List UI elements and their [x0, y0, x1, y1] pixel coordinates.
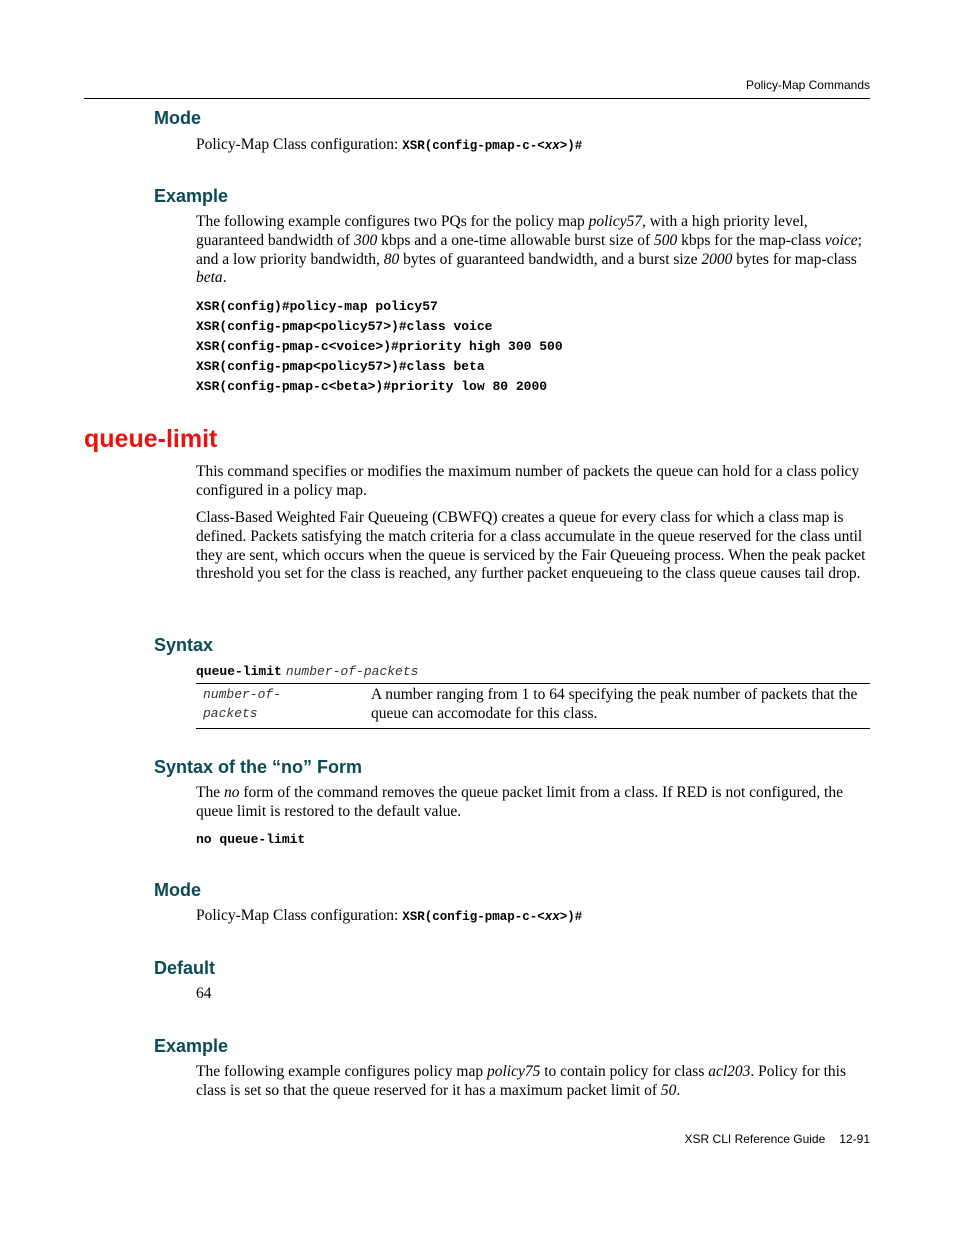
mode-prompt: XSR(config-pmap-c-<xx>)# — [402, 910, 583, 924]
mode-text — [196, 136, 870, 156]
page-footer — [685, 1132, 870, 1146]
example-code-block — [196, 297, 563, 397]
code-line: XSR(config-pmap<policy57>)#class beta — [196, 359, 485, 374]
code-line: XSR(config-pmap-c<beta>)#priority low 80 2000 — [196, 379, 548, 394]
mode-label: Policy-Map Class configuration: — [196, 907, 403, 924]
syntax-argument: number-of-packets — [285, 664, 419, 679]
example-heading: Example — [154, 1036, 229, 1056]
example-paragraph: The following example configures policy map policy75 to contain policy for class acl203. Policy for this class is set so that the queue reserved for it has a maximum packet limit of 50. — [196, 1063, 847, 1099]
code-line: XSR(config-pmap-c<voice>)#priority high 300 500 — [196, 339, 563, 354]
no-form-text: The no form of the command removes the queue packet limit from a class. If RED is not configured, the queue limit is restored to the default value. — [196, 784, 843, 820]
page-number: 12-91 — [839, 1132, 870, 1146]
mode-heading: Mode — [154, 880, 201, 900]
table-bottom-rule — [196, 728, 870, 729]
no-form-heading: Syntax of the “no” Form — [154, 757, 363, 777]
example-paragraph: The following example configures two PQs for the policy map policy57, with a high priority level, guaranteed bandwidth of 300 kbps and a one-time allowable burst size of 500 kbps for the map-class voice; and a low priority bandwidth, 80 bytes of guaranteed bandwidth, and a burst size 2000 bytes for map-class beta. — [196, 213, 862, 287]
command-description: This command specifies or modifies the maximum number of packets the queue can hold for a class policy configured in a policy map. — [196, 463, 860, 499]
param-name-cell: number-of- packets — [203, 687, 282, 721]
default-heading: Default — [154, 958, 216, 978]
syntax-keyword: queue-limit — [196, 664, 282, 679]
code-line: XSR(config)#policy-map policy57 — [196, 299, 438, 314]
no-form-code: no queue-limit — [196, 832, 306, 847]
example-heading: Example — [154, 186, 229, 206]
table-top-rule — [196, 683, 870, 684]
guide-title: XSR CLI Reference Guide — [684, 1132, 826, 1146]
header-rule — [84, 98, 870, 99]
param-description-cell: A number ranging from 1 to 64 specifying the peak number of packets that the queue can accomodate for this class. — [371, 686, 858, 722]
running-header: Policy-Map Commands — [745, 78, 870, 92]
command-title: queue-limit — [84, 425, 218, 453]
mode-heading: Mode — [154, 108, 201, 128]
mode-label: Policy-Map Class configuration: — [196, 136, 403, 153]
mode-prompt: XSR(config-pmap-c-<xx>)# — [402, 139, 583, 153]
mode-text — [196, 907, 870, 927]
default-value: 64 — [196, 985, 212, 1002]
syntax-line — [196, 662, 418, 680]
syntax-heading: Syntax — [154, 635, 214, 655]
code-line: XSR(config-pmap<policy57>)#class voice — [196, 319, 493, 334]
command-details: Class-Based Weighted Fair Queueing (CBWFQ) creates a queue for every class for which a class map is defined. Packets satisfying the match criteria for a class accumulate in the queue reserved for the class until they are sent, which occurs when the queue is serviced by the Fair Queueing process. When the peak packet threshold you set for the class is reached, any further packet enqueueing to the class queue causes tail drop. — [196, 509, 866, 583]
